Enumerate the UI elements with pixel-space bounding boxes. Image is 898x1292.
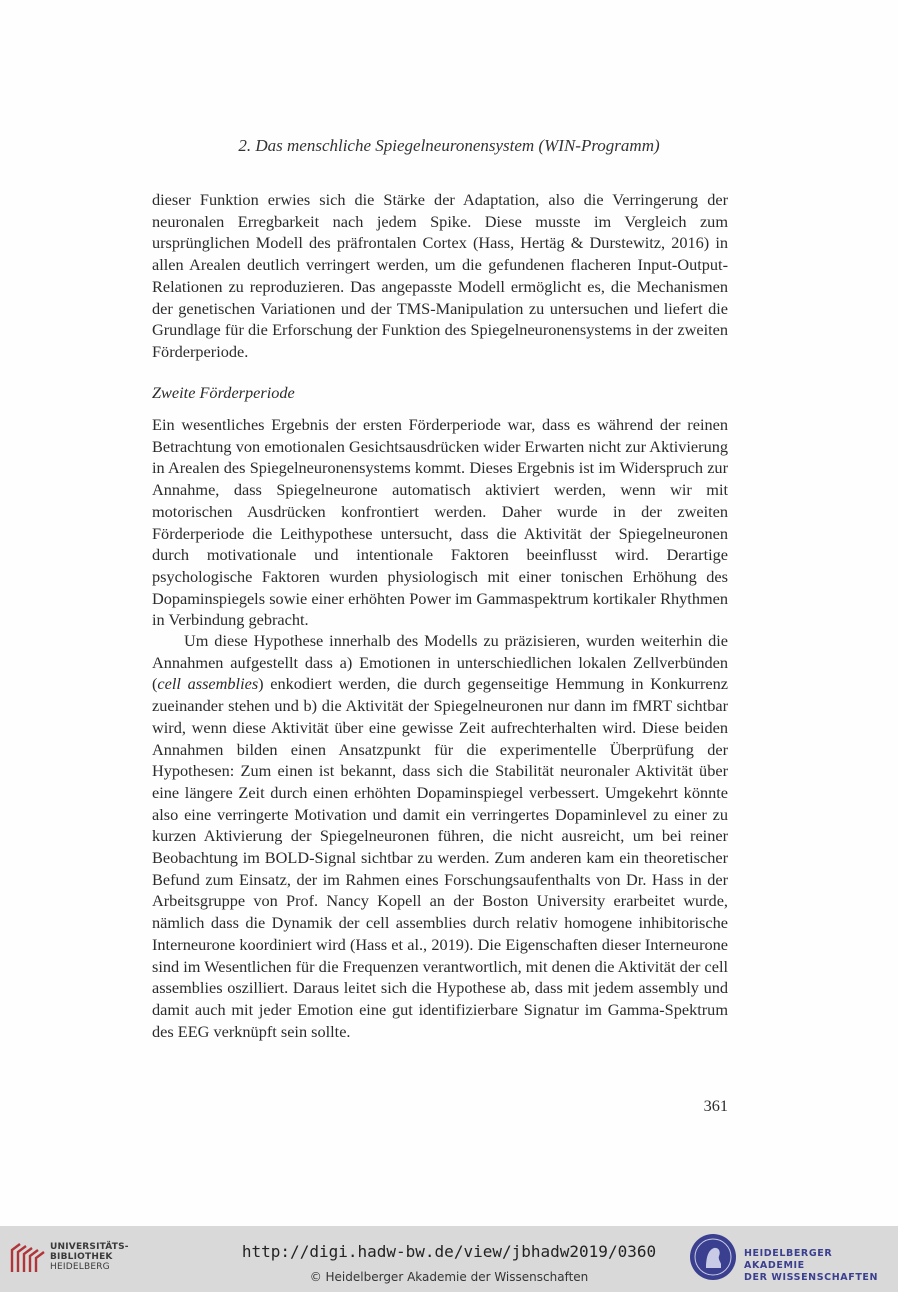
- paragraph-3-italic-term: cell assemblies: [157, 674, 259, 694]
- paragraph-2-text: Ein wesentliches Ergebnis der ersten Förderperiode war, dass es während der reinen Betrachtung von emotionalen Gesichtsausdrücken wider Erwarten nicht zur Aktivierung in Arealen des Spiegelneuronensystems kommt. Dieses Ergebnis ist im Widerspruch zur Annahme, dass Spiegelneurone automatisch aktiviert werden, wenn wir mit motorischen Ausdrücken konfrontiert werden. Daher wurde in der zweiten Förderperiode die Leithypothese untersucht, dass die Aktivität der Spiegelneuronen durch motivationale und intentionale Faktoren beeinflusst wird. Derartige psychologische Faktoren wurden physiologisch mit einer tonischen Erhöhung des Dopaminspiegels sowie einer erhöhten Power im Gammaspektrum kortikaler Rhythmen in Verbindung gebracht.: [152, 415, 728, 630]
- running-head: 2. Das menschliche Spiegelneuronensystem (WIN-Programm): [238, 136, 660, 155]
- paragraph-3-before: Um diese Hypothese innerhalb des Modells zu präzisieren, wurden weiterhin die Annahmen aufgestellt dass a) Emotionen in unterschiedlichen lokalen Zellverbünden (: [152, 631, 728, 694]
- paragraph-3-text: [152, 630, 728, 1042]
- hadw-line-1: HEIDELBERGER AKADEMIE: [744, 1248, 833, 1271]
- ub-line-1: UNIVERSITÄTS-: [50, 1242, 129, 1252]
- hadw-seal-icon: [690, 1234, 736, 1280]
- paragraph-3-after: ) enkodiert werden, die durch gegenseitige Hemmung in Konkurrenz zueinander stehen und b) die Aktivität der Spiegelneuronen nur dann im fMRT sichtbar wird, wenn diese Aktivität über eine gewisse Zeit aufrechterhalten wird. Diese beiden Annahmen bilden einen Ansatzpunkt für die experimentelle Überprüfung der Hypothesen: Zum einen ist bekannt, dass sich die Stabilität neuronaler Aktivität über eine längere Zeit durch einen erhöhten Dopaminspiegel verbessert. Umgekehrt könnte also eine verringerte Motivation und damit ein verringertes Dopaminlevel zu einer zu kurzen Aktivierung der Spiegelneuronen führen, die nicht ausreicht, um bei reiner Beobachtung im BOLD-Signal sichtbar zu werden. Zum anderen kam ein theoretischer Befund zum Einsatz, der im Rahmen eines Forschungsaufenthalts von Dr. Hass in der Arbeitsgruppe von Prof. Nancy Kopell an der Boston University erarbeitet wurde, nämlich dass die Dynamik der cell assemblies durch relativ homogene inhibitorische Interneurone koordiniert wird (Hass et al., 2019). Die Eigenschaften dieser Interneurone sind im Wesentlichen für die Frequenzen verantwortlich, mit denen die Aktivität der cell assemblies oszilliert. Daraus leitet sich die Hypothese ab, dass mit jedem assembly und damit auch mit jeder Emotion eine gut identifizierbare Signatur im Gamma-Spektrum des EEG verknüpft sein sollte.: [152, 674, 728, 1041]
- page-number: 361: [703, 1096, 728, 1115]
- footer-bar: [0, 1226, 898, 1292]
- paragraph-3: [152, 630, 728, 1042]
- paragraph-2: [152, 414, 728, 631]
- ub-line-2: BIBLIOTHEK: [50, 1252, 113, 1262]
- section-subheading: Zweite Förderperiode: [152, 383, 295, 402]
- paragraph-1-text: dieser Funktion erwies sich die Stärke der Adaptation, also die Verringerung der neuronalen Erregbarkeit nach jedem Spike. Diese musste im Vergleich zum ursprünglichen Modell des präfrontalen Cortex (Hass, Hertäg & Durstewitz, 2016) in allen Arealen deutlich verringert werden, um die gefundenen flacheren Input-Output-Relationen zu reproduzieren. Das angepasste Modell ermöglicht es, die Mechanismen der genetischen Variationen und der TMS-Manipulation zu untersuchen und liefert die Grundlage für die Erforschung der Funktion des Spiegelneuronensystems in der zweiten Förderperiode.: [152, 190, 728, 361]
- hadw-logo[interactable]: [690, 1234, 890, 1284]
- hadw-logo-text: [744, 1248, 890, 1284]
- paragraph-1: [152, 189, 728, 363]
- ub-line-3: HEIDELBERG: [50, 1262, 110, 1272]
- permalink-url[interactable]: http://digi.hadw-bw.de/view/jbhadw2019/0360: [241, 1242, 657, 1261]
- copyright-notice: © Heidelberger Akademie der Wissenschaften: [309, 1270, 589, 1284]
- hadw-line-2: DER WISSENSCHAFTEN: [744, 1272, 879, 1283]
